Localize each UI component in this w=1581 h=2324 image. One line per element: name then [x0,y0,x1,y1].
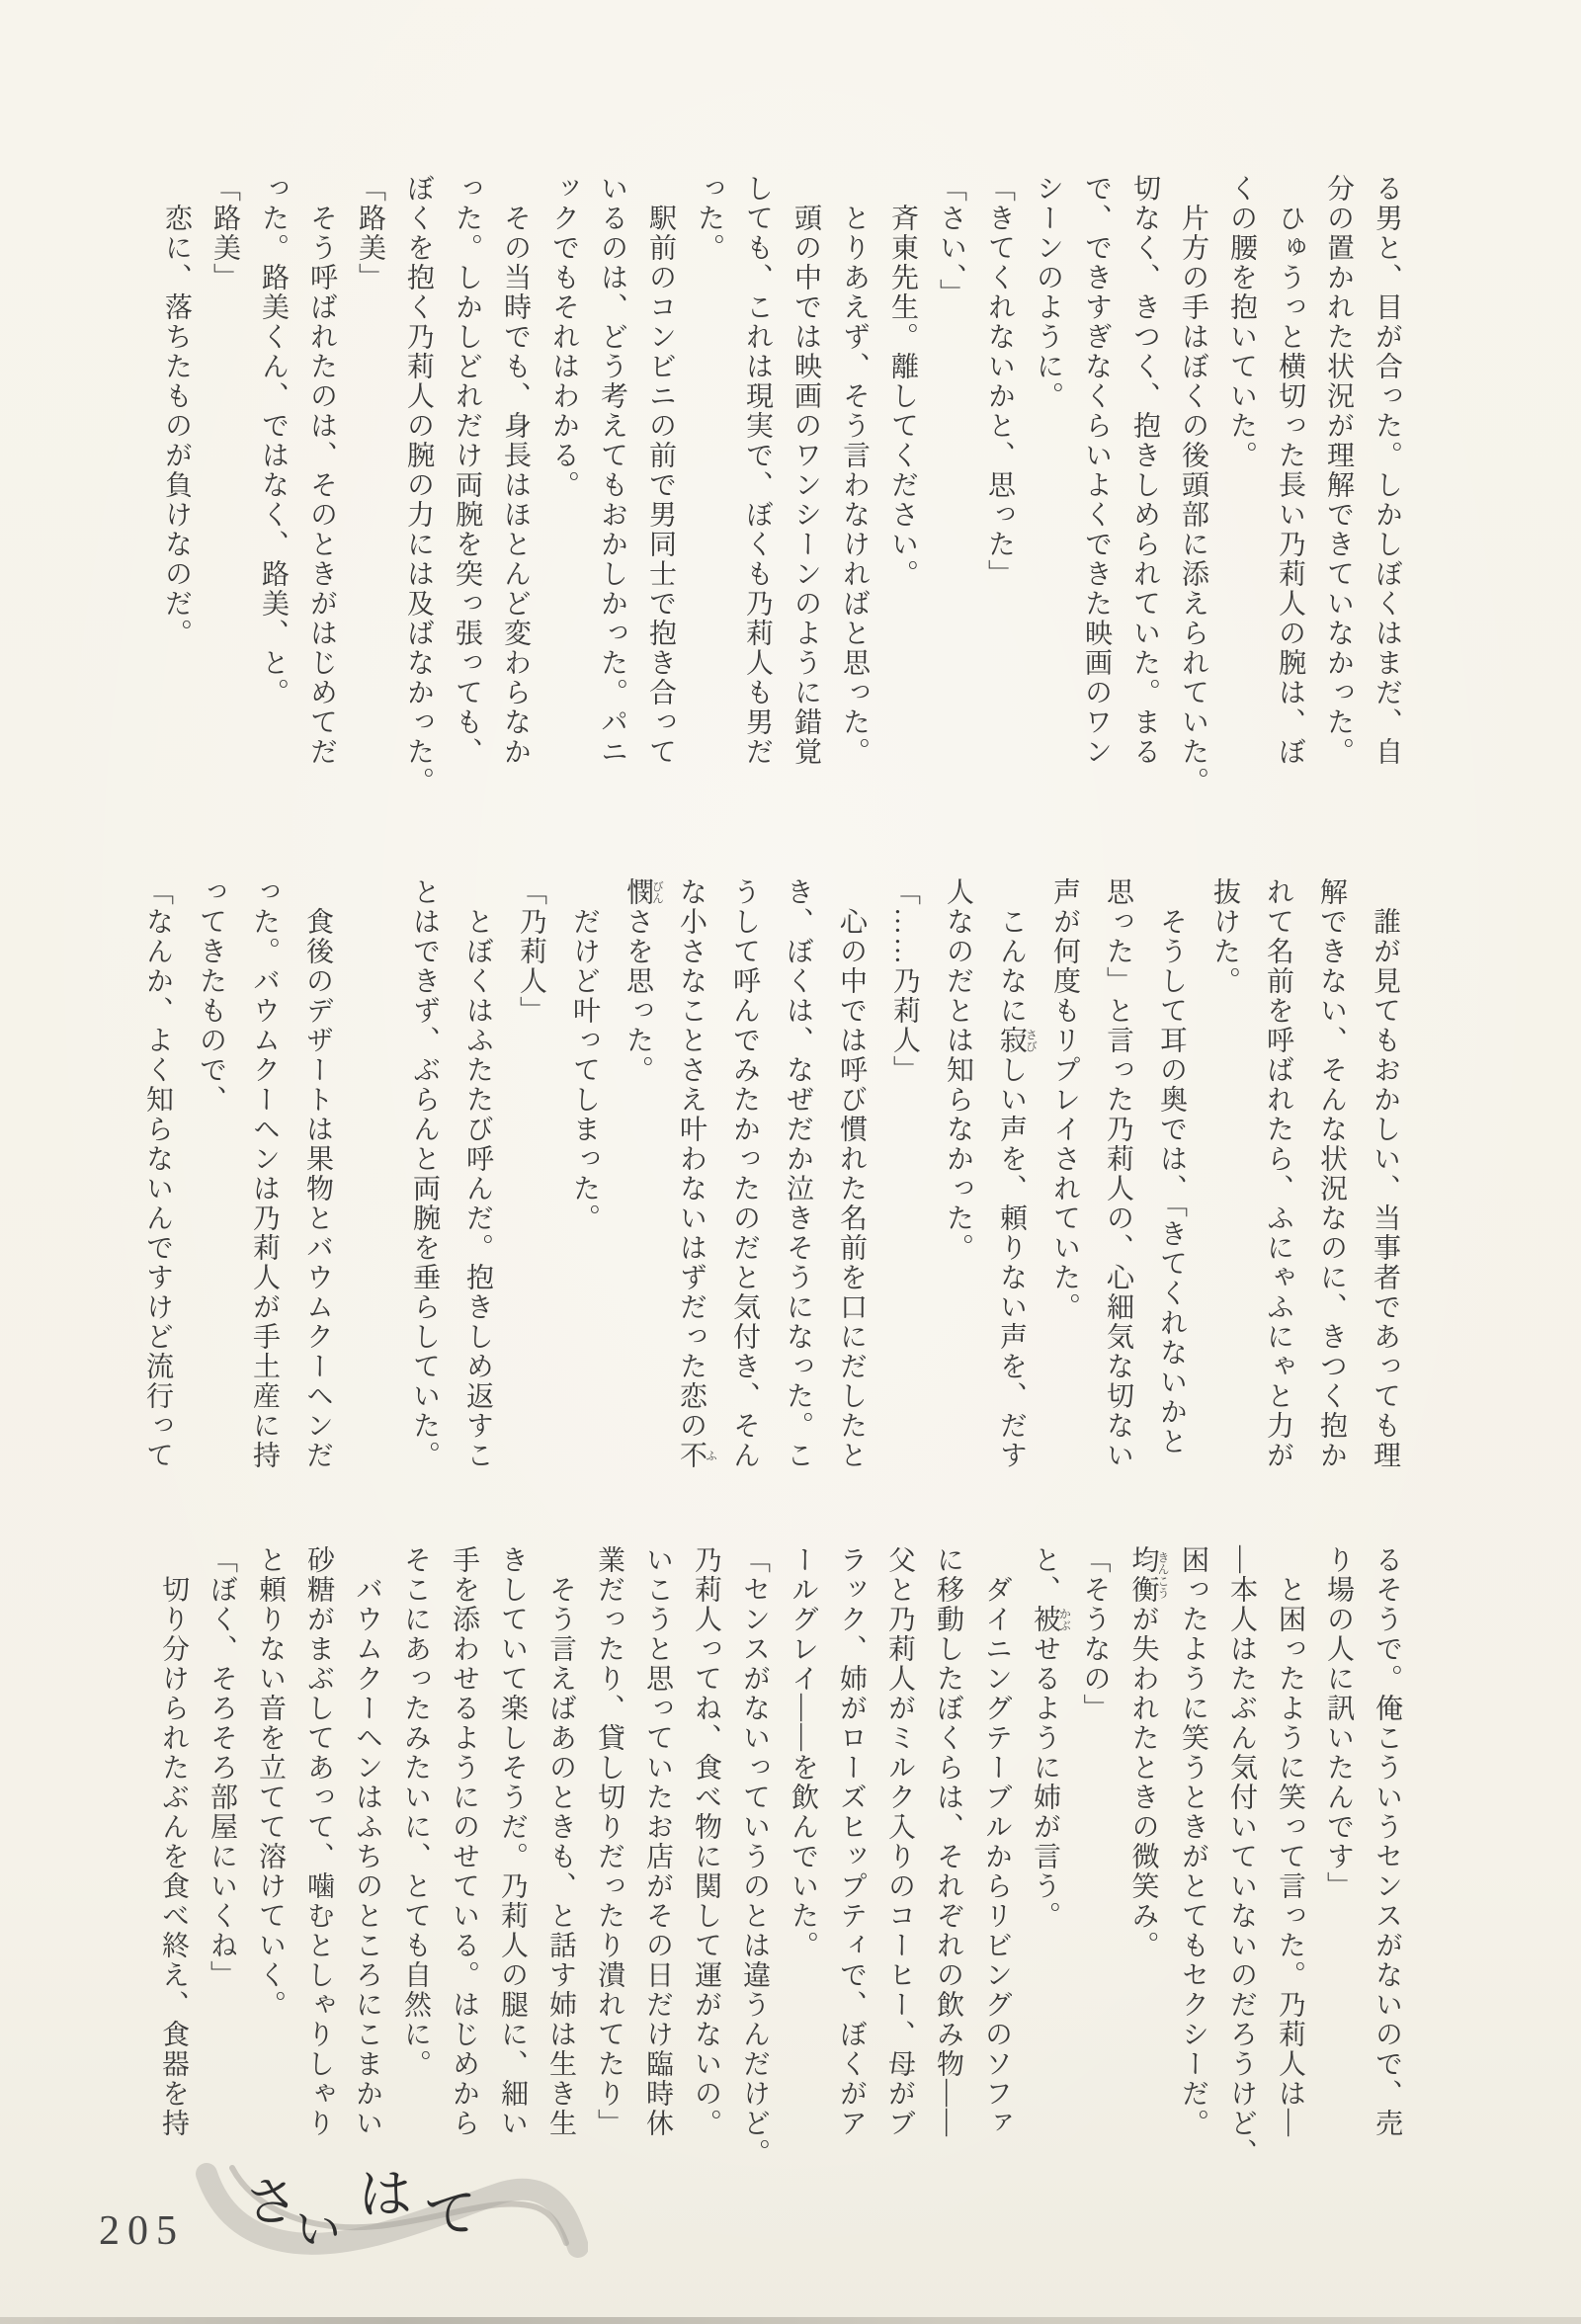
text-column: 「路美」 [209,174,240,292]
text-column: 「……乃莉人」 [889,877,920,1085]
text-column: こんなに寂さびしい声を、頼りない声を、だす [996,877,1039,1470]
text-column: そうして耳の奥では、「きてくれないかと [1156,877,1187,1456]
text-column: な小さなことさえ叶わないはずだった恋の不ふ [676,877,718,1470]
text-column: とりあえず、そう言わなければと思った。 [839,174,870,767]
text-column: 「センスがないっていうのとは違うんだけど。 [739,1545,770,2168]
text-column: とはできず、ぶらんと両腕を垂らしていた。 [409,877,440,1470]
text-column: そこにあったみたいに、とても自然に。 [400,1545,431,2079]
text-column: バウムクーヘンはふちのところにこまかい [352,1545,382,2138]
page-number: 205 [99,2208,185,2254]
text-column: 切り分けられたぶんを食べ終え、食器を持 [158,1545,189,2138]
text-column: 食後のデザートは果物とバウムクーヘンだ [302,877,333,1470]
text-column: 乃莉人ってね、食べ物に関して運がないの。 [691,1545,721,2138]
text-column: ダイニングテーブルからリビングのソファ [981,1545,1012,2138]
text-column: 切なく、きつく、抱きしめられていた。まる [1129,174,1160,767]
title-char: い [295,2204,341,2255]
title-char: て [422,2183,480,2246]
text-column: 解できない、そんな状況なのに、きつく抱か [1316,877,1347,1470]
text-column: るそうで。俺こういうセンスがないので、売 [1372,1545,1402,2138]
text-column: と頼りない音を立てて溶けていく。 [255,1545,286,2020]
text-column: った。バウムクーヘンは乃莉人が手土産に持 [249,877,280,1470]
text-column: その当時でも、身長はほとんど変わらなか [500,174,531,767]
text-column: れて名前を呼ばれたら、ふにゃふにゃと力が [1263,877,1293,1470]
text-column: きしていて楽しそうだ。乃莉人の腿に、細い [497,1545,528,2138]
text-column: と困ったように笑って言った。乃莉人は― [1275,1545,1305,2138]
text-column: ってきたもので、 [196,877,226,1115]
text-column [344,877,397,1482]
text-column: 手を添わせるようにのせている。はじめから [449,1545,479,2138]
text-band-top [152,174,1411,796]
text-column: で、できすぎなくらいよくできた映画のワン [1081,174,1112,767]
text-column: 砂糖がまぶしてあって、噛むとしゃりしゃり [303,1545,334,2138]
text-column: そう言えばあのときも、と話す姉は生き生 [545,1545,576,2138]
text-column: 人なのだとは知らなかった。 [943,877,973,1263]
text-column: 頭の中では映画のワンシーンのように錯覚 [790,174,821,767]
text-column: 斉東先生。離してください。 [887,174,918,589]
text-column: と、被かぶせるように姉が言う。 [1030,1545,1072,1931]
text-column: り場の人に訊いたんです」 [1323,1545,1354,1901]
text-column: 抜けた。 [1209,877,1240,996]
chapter-title [241,2150,541,2269]
text-column: とぼくはふたたび呼んだ。抱きしめ返すこ [462,877,493,1470]
text-column: 心の中では呼び慣れた名前を口にだしたと [836,877,867,1470]
text-column: いこうと思っていたお店がその日だけ臨時休 [642,1545,673,2138]
text-column: ックでもそれはわかる。 [548,174,579,500]
text-column: 「路美」 [355,174,385,292]
text-column: 憫びんさを思った。 [623,877,665,1085]
text-column: 「さい、」 [936,174,966,308]
text-column: 声が何度もリプレイされていた。 [1049,877,1080,1322]
text-column: ―本人はたぶん気付いていないのだろうけど、 [1226,1545,1257,2168]
text-column: 「きてくれないかと、思った」 [984,174,1015,589]
text-column: る男と、目が合った。しかしぼくはまだ、自 [1372,174,1402,767]
text-column: ールグレイ――を飲んでいた。 [788,1545,818,1960]
text-column: だけど叶ってしまった。 [569,877,600,1233]
text-column: うして呼んでみたかったのだと気付き、そん [729,877,760,1470]
text-column: 分の置かれた状況が理解できていなかった。 [1323,174,1354,767]
text-column: ぼくを抱く乃莉人の腕の力には及ばなかった。 [403,174,434,796]
text-column: いるのは、どう考えてもおかしかった。パニ [597,174,627,767]
text-column: シーンのように。 [1033,174,1063,411]
text-column: った。 [694,174,724,263]
text-column: 父と乃莉人がミルク入りのコーヒー、母がブ [884,1545,915,2138]
text-column: 業だったり、貸し切りだったり潰れてたり」 [594,1545,624,2138]
text-column: き、ぼくは、なぜだか泣きそうになった。こ [783,877,813,1470]
text-column: 駅前のコンビニの前で男同士で抱き合って [645,174,676,767]
text-band-middle [130,877,1411,1482]
text-column: 「そうなの」 [1079,1545,1111,1723]
text-column: 困ったように笑うときがとてもセクシーだ。 [1178,1545,1208,2138]
text-column: 誰が見てもおかしい、当事者であっても理 [1370,877,1400,1470]
text-column: 思った」と言った乃莉人の、心細気な切ない [1103,877,1133,1470]
chapter-footer [193,2144,608,2273]
title-char: は [359,2165,412,2224]
text-column: そう呼ばれたのは、そのときがはじめてだ [306,174,337,767]
text-column: しても、これは現実で、ぼくも乃莉人も男だ [742,174,773,767]
text-column: ラック、姉がローズヒップティで、ぼくがア [836,1545,867,2138]
text-column: に移動したぼくらは、それぞれの飲み物―― [933,1545,963,2138]
text-column: 「なんか、よく知らないんですけど流行って [142,877,173,1470]
text-band-bottom [149,1545,1411,2168]
text-column: 均衡きんこうが失われたときの微笑み。 [1127,1545,1170,1960]
text-column: ひゅうっと横切った長い乃莉人の腕は、ぼ [1275,174,1305,767]
text-column: 「ぼく、そろそろ部屋にいくね」 [207,1545,237,1990]
text-column: った。路美くん、ではなく、路美、と。 [258,174,289,707]
scan-edge-artifact [0,2317,1581,2324]
text-column: 片方の手はぼくの後頭部に添えられていた。 [1178,174,1208,796]
text-column: 恋に、落ちたものが負けなのだ。 [161,174,192,648]
text-column: 「乃莉人」 [516,877,546,1026]
title-char: さ [241,2170,301,2235]
text-column: った。しかしどれだけ両腕を突っ張っても、 [452,174,482,767]
text-column: くの腰を抱いていた。 [1226,174,1257,470]
